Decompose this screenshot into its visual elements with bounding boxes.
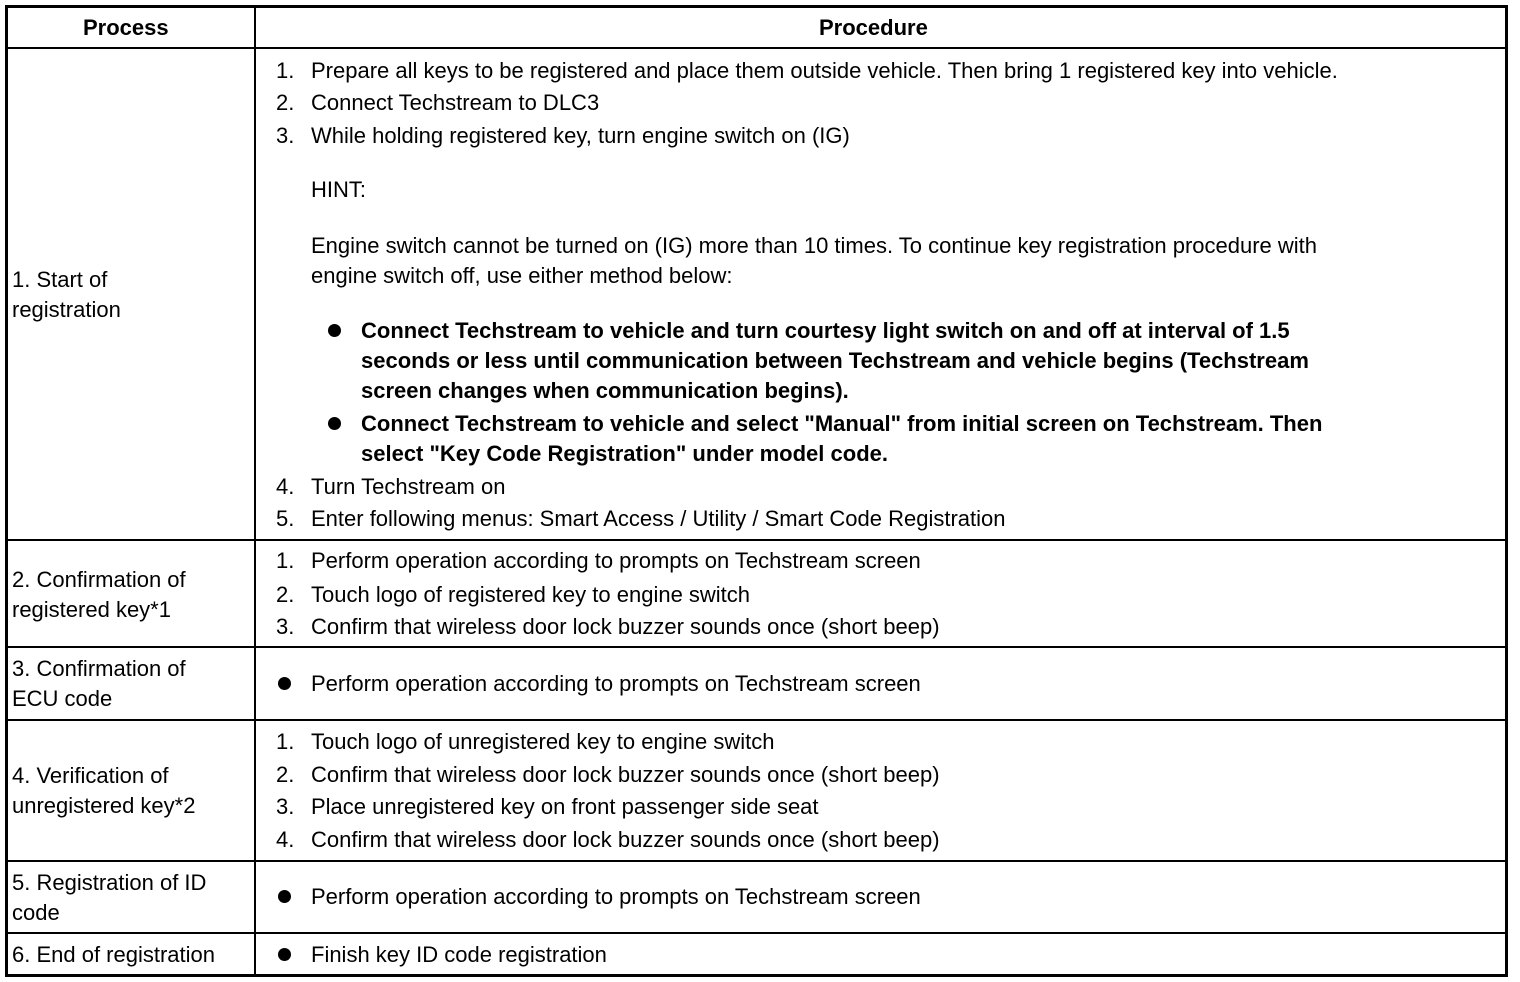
bullet-icon	[278, 671, 292, 685]
step-number: 2.	[276, 762, 295, 787]
hint-bullet-text: screen changes when communication begins).	[361, 378, 849, 403]
process-label: ECU code	[12, 686, 113, 711]
process-label: 6. End of registration	[12, 942, 216, 967]
hint-bullet-text: Connect Techstream to vehicle and select "Manual" from initial screen on Techstream. Then	[361, 411, 1323, 436]
process-label: 3. Confirmation of	[12, 656, 186, 681]
bullet-icon	[328, 318, 342, 332]
hint-bullet-text: Connect Techstream to vehicle and turn courtesy light switch on and off at interval of 1.5	[361, 318, 1290, 343]
step-text: Place unregistered key on front passenger side seat	[311, 794, 819, 819]
step-number: 2.	[276, 90, 295, 115]
hint-bullet-text: select "Key Code Registration" under model code.	[361, 441, 888, 466]
step-number: 4.	[276, 474, 295, 499]
hint-text: Engine switch cannot be turned on (IG) more than 10 times. To continue key registration procedure with	[311, 233, 1318, 258]
step-text: Perform operation according to prompts on Techstream screen	[311, 548, 921, 573]
step-text: Touch logo of registered key to engine switch	[311, 582, 751, 607]
hint-label: HINT:	[311, 177, 366, 202]
step-text: While holding registered key, turn engine switch on (IG)	[311, 123, 850, 148]
row-divider	[5, 646, 1508, 648]
process-label: 4. Verification of	[12, 763, 169, 788]
step-number: 3.	[276, 614, 295, 639]
process-label: code	[12, 900, 60, 925]
step-number: 4.	[276, 827, 295, 852]
step-text: Connect Techstream to DLC3	[311, 90, 600, 115]
row-divider	[5, 539, 1508, 541]
row-divider	[5, 860, 1508, 862]
row-divider	[5, 719, 1508, 721]
process-label: 5. Registration of ID	[12, 870, 207, 895]
step-text: Perform operation according to prompts on Techstream screen	[311, 884, 921, 909]
step-number: 1.	[276, 58, 295, 83]
step-number: 1.	[276, 729, 295, 754]
row-divider	[5, 932, 1508, 934]
step-number: 2.	[276, 582, 295, 607]
hint-bullet-text: seconds or less until communication between Techstream and vehicle begins (Techstream	[361, 348, 1309, 373]
process-label: 2. Confirmation of	[12, 567, 186, 592]
step-text: Touch logo of unregistered key to engine switch	[311, 729, 775, 754]
step-number: 3.	[276, 123, 295, 148]
step-number: 5.	[276, 506, 295, 531]
bullet-icon	[278, 884, 292, 898]
step-text: Confirm that wireless door lock buzzer sounds once (short beep)	[311, 827, 940, 852]
bullet-icon	[278, 942, 292, 956]
step-text: Turn Techstream on	[311, 474, 506, 499]
step-number: 1.	[276, 548, 295, 573]
row-divider	[5, 47, 1508, 49]
bullet-icon	[328, 411, 342, 425]
process-label: registration	[12, 297, 121, 322]
process-label: unregistered key*2	[12, 793, 196, 818]
step-number: 3.	[276, 794, 295, 819]
process-label: registered key*1	[12, 597, 171, 622]
step-text: Enter following menus: Smart Access / Utility / Smart Code Registration	[311, 506, 1006, 531]
process-label: 1. Start of	[12, 267, 108, 292]
header-procedure: Procedure	[819, 15, 928, 40]
column-divider	[254, 5, 256, 976]
hint-text: engine switch off, use either method below:	[311, 263, 733, 288]
step-text: Finish key ID code registration	[311, 942, 607, 967]
step-text: Perform operation according to prompts on Techstream screen	[311, 671, 921, 696]
step-text: Prepare all keys to be registered and place them outside vehicle. Then bring 1 registered key into vehicle.	[311, 58, 1338, 83]
step-text: Confirm that wireless door lock buzzer sounds once (short beep)	[311, 762, 940, 787]
step-text: Confirm that wireless door lock buzzer sounds once (short beep)	[311, 614, 940, 639]
header-process: Process	[83, 15, 169, 40]
